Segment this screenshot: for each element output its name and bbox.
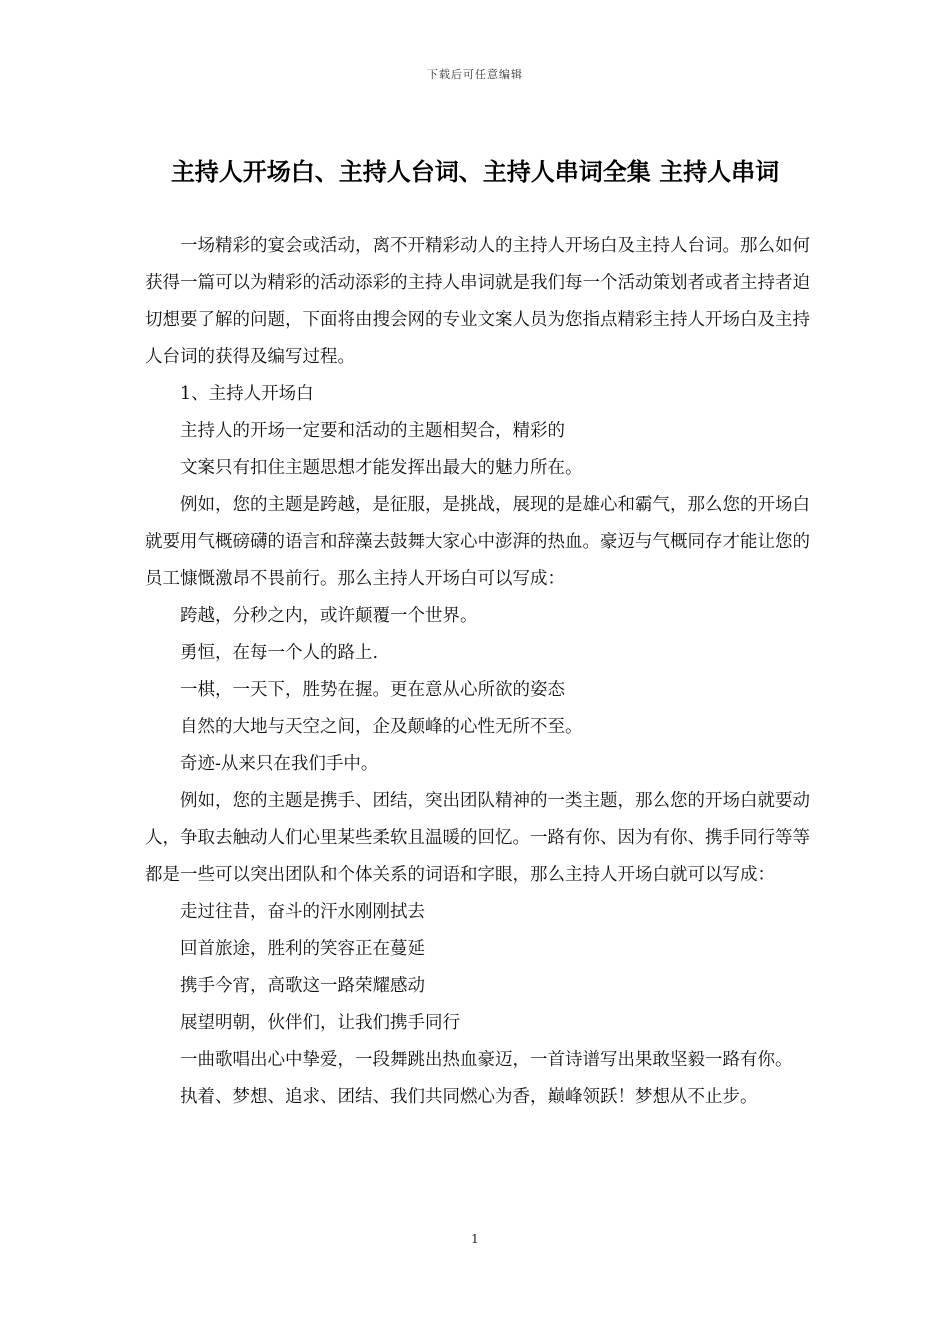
verse-line: 携手今宵，高歌这一路荣耀感动 [180, 976, 425, 996]
paragraph: 一曲歌唱出心中挚爱，一段舞跳出热血豪迈，一首诗谱写出果敢坚毅一路有你。 [180, 1050, 793, 1070]
paragraph-intro: 一场精彩的宴会或活动，离不开精彩动人的主持人开场白及主持人台词。那么如何获得一篇可以为精彩的活动添彩的主持人串词就是我们每一个活动策划者或者主持者迫切想要了解的问题，下面将由搜会网的专业文案人员为您指点精彩主持人开场白及主持人台词的获得及编写过程。 [145, 236, 810, 367]
verse-line: 走过往昔，奋斗的汗水刚刚拭去 [180, 902, 425, 922]
paragraph: 文案只有扣住主题思想才能发挥出最大的魅力所在。 [180, 458, 583, 478]
verse-line: 跨越，分秒之内，或许颠覆一个世界。 [180, 606, 478, 626]
document-title: 主持人开场白、主持人台词、主持人串词全集 主持人串词 [170, 158, 780, 186]
verse-line: 自然的大地与天空之间，企及颠峰的心性无所不至。 [180, 717, 583, 737]
page-number: 1 [471, 1232, 479, 1246]
paragraph: 主持人的开场一定要和活动的主题相契合，精彩的 [180, 421, 565, 441]
verse-line: 奇迹-从来只在我们手中。 [180, 754, 379, 774]
paragraph: 执着、梦想、追求、团结、我们共同燃心为香，巅峰领跃！梦想从不止步。 [180, 1087, 758, 1107]
header-note: 下载后可任意编辑 [427, 68, 523, 81]
verse-line: 展望明朝，伙伴们，让我们携手同行 [180, 1013, 460, 1033]
verse-line: 勇恒，在每一个人的路上. [180, 643, 379, 663]
paragraph-example: 例如，您的主题是跨越，是征服，是挑战，展现的是雄心和霸气，那么您的开场白就要用气概磅礴的语言和辞藻去鼓舞大家心中澎湃的热血。豪迈与气概同存才能让您的员工慷慨激昂不畏前行。那么主持人开场白可以写成： [145, 495, 810, 589]
document-body [145, 228, 810, 1116]
section-heading: 1、主持人开场白 [180, 384, 314, 404]
paragraph-example: 例如，您的主题是携手、团结，突出团队精神的一类主题，那么您的开场白就要动人，争取去触动人们心里某些柔软且温暖的回忆。一路有你、因为有你、携手同行等等都是一些可以突出团队和个体关系的词语和字眼，那么主持人开场白就可以写成： [145, 791, 810, 885]
verse-line: 回首旅途，胜利的笑容正在蔓延 [180, 939, 425, 959]
verse-line: 一棋，一天下，胜势在握。更在意从心所欲的姿态 [180, 680, 565, 700]
